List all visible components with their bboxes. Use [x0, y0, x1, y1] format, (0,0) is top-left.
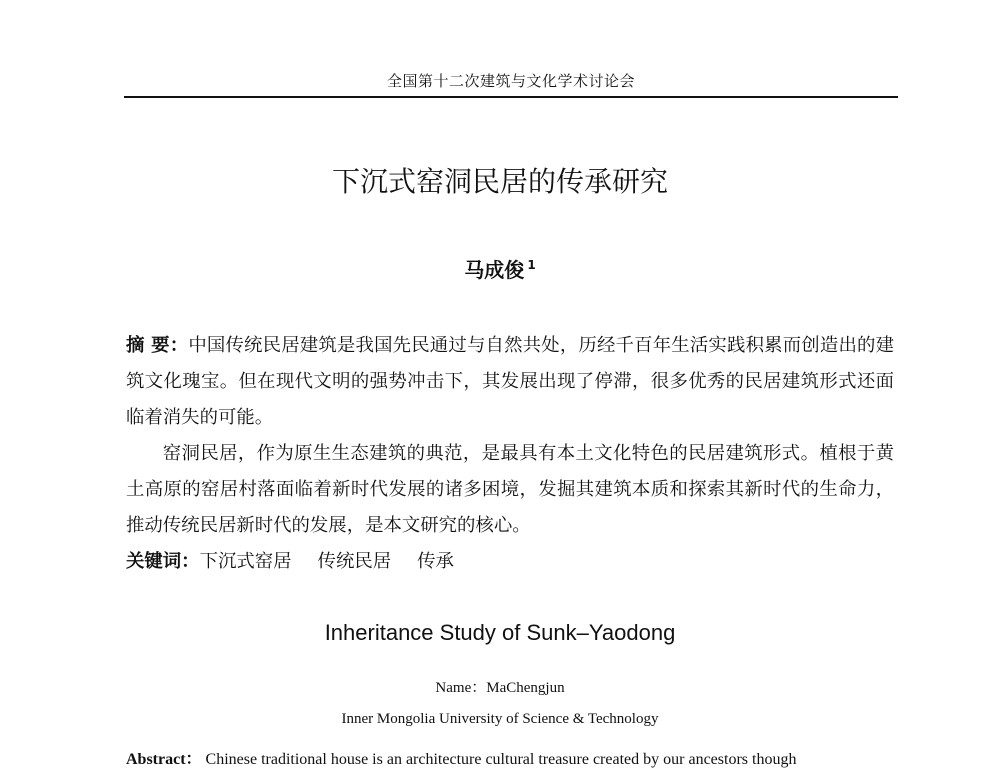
running-header: 全国第十二次建筑与文化学术讨论会 [386, 72, 635, 90]
header-rule [124, 96, 898, 98]
english-title: Inheritance Study of Sunk–Yaodong [324, 620, 676, 645]
english-author-name: Name：MaChengjun [435, 680, 565, 696]
abstract-paragraph-2: 窑洞民居，作为原生生态建筑的典范，是最具有本土文化特色的民居建筑形式。植根于黄土高原的窑居村落面临着新时代发展的诸多困境，发掘其建筑本质和探索其新时代的生命力，推动传统民居新时代的发展，是本文研究的核心。 [126, 443, 894, 536]
author-name: 马成俊 [464, 258, 525, 282]
english-affiliation: Inner Mongolia University of Science & Technology [341, 711, 659, 727]
author-superscript: 1 [527, 258, 536, 272]
paper-title: 下沉式窑洞民居的传承研究 [331, 165, 668, 198]
english-abstract [126, 746, 894, 769]
keyword-item: 传承 [417, 551, 454, 572]
english-abstract-text: Chinese traditional house is an architecture cultural treasure created by our ancestors though [205, 751, 797, 768]
keywords [126, 544, 894, 580]
english-abstract-label: Abstract： [126, 751, 202, 768]
author [0, 254, 1000, 283]
abstract-cn [126, 328, 894, 580]
keyword-item: 传统民居 [317, 551, 392, 572]
keyword-item: 下沉式窑居 [199, 551, 292, 572]
abstract-label: 摘 要： [126, 335, 189, 356]
abstract-text-1: 中国传统民居建筑是我国先民通过与自然共处，历经千百年生活实践积累而创造出的建筑文化瑰宝。但在现代文明的强势冲击下，其发展出现了停滞，很多优秀的民居建筑形式还面临着消失的可能。 [126, 335, 894, 428]
abstract-paragraph-1 [126, 328, 894, 436]
keywords-label: 关键词： [126, 551, 200, 572]
